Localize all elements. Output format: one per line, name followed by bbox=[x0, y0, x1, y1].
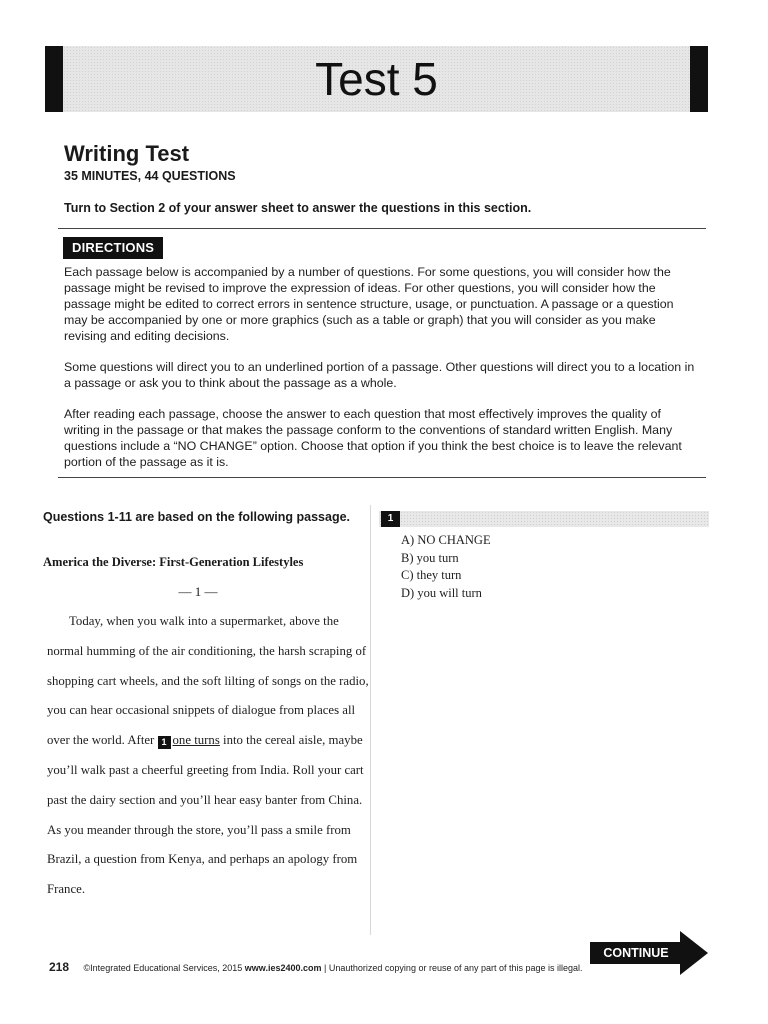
question-marker: 1 bbox=[158, 736, 171, 749]
directions-text bbox=[64, 264, 699, 485]
website: www.ies2400.com bbox=[244, 963, 322, 973]
passage-line: France. bbox=[47, 882, 86, 897]
question-number: 1 bbox=[381, 511, 400, 527]
passage-line: Brazil, a question from Kenya, and perhaps an apology from bbox=[47, 852, 358, 867]
copyright: ©Integrated Educational Services, 2015 bbox=[83, 963, 243, 973]
directions-paragraph-1: Each passage below is accompanied by a number of questions. For some questions, you will consider how the passage might be revised to improve the expression of ideas. For other questions, you will consider how the passage might be edited to correct errors in sentence structure, usage, or punctuation. A passage or a question may be accompanied by one or more graphics (such as a table or graph) that you will consider as you make revising and editing decisions. bbox=[64, 265, 674, 343]
directions-paragraph-2: Some questions will direct you to an underlined portion of a passage. Other questions will direct you to a location in a passage or ask you to think about the passage as a whole. bbox=[64, 360, 695, 390]
page-footer bbox=[49, 960, 583, 974]
answer-option-d[interactable]: D) you will turn bbox=[401, 585, 482, 600]
test-title: Test 5 bbox=[315, 53, 438, 105]
answer-option-a[interactable]: A) NO CHANGE bbox=[401, 533, 491, 547]
passage-line bbox=[47, 726, 363, 756]
passage-line: past the dairy section and you’ll hear easy banter from China. bbox=[47, 792, 363, 807]
column-divider bbox=[370, 505, 371, 935]
divider-top bbox=[58, 228, 706, 229]
section-title: Writing Test bbox=[64, 141, 190, 166]
copyright-notice: Unauthorized copying or reuse of any part of this page is illegal. bbox=[328, 963, 583, 973]
answer-option-c[interactable]: C) they turn bbox=[401, 568, 462, 582]
passage-body bbox=[47, 607, 369, 905]
footer-separator: | bbox=[324, 963, 327, 973]
passage-line: you can hear occasional snippets of dialogue from places all bbox=[47, 703, 356, 718]
directions-label: DIRECTIONS bbox=[63, 237, 163, 259]
passage-line: shopping cart wheels, and the soft lilting of songs on the radio, bbox=[47, 673, 369, 688]
passage-line: Today, when you walk into a supermarket, above the bbox=[69, 614, 339, 628]
underlined-portion: one turns bbox=[172, 733, 220, 748]
passage-line: normal humming of the air conditioning, the harsh scraping of bbox=[47, 643, 367, 658]
divider-bottom bbox=[58, 477, 706, 478]
section-subtitle: 35 MINUTES, 44 QUESTIONS bbox=[64, 169, 236, 183]
question-header-strip bbox=[379, 511, 709, 527]
passage-intro: Questions 1-11 are based on the following passage. bbox=[43, 510, 351, 524]
passage-part-number: — 1 — bbox=[178, 584, 218, 599]
passage-title: America the Diverse: First-Generation Lifestyles bbox=[43, 555, 304, 569]
continue-arrow-icon bbox=[680, 931, 708, 975]
page-number: 218 bbox=[49, 960, 70, 974]
answer-options bbox=[401, 532, 491, 602]
passage-line: you’ll walk past a cheerful greeting from India. Roll your cart bbox=[47, 762, 364, 777]
passage-line: As you meander through the store, you’ll pass a smile from bbox=[47, 822, 351, 837]
passage-text: into the cereal aisle, maybe bbox=[219, 733, 363, 748]
section-instruction: Turn to Section 2 of your answer sheet to answer the questions in this section. bbox=[64, 201, 532, 215]
passage-text: over the world. After bbox=[47, 733, 158, 748]
answer-option-b[interactable]: B) you turn bbox=[401, 550, 459, 565]
directions-paragraph-3: After reading each passage, choose the answer to each question that most effectively improves the quality of writing in the passage or that makes the passage conform to the conventions of standard written English. Many questions include a “NO CHANGE” option. Choose that option if you think the best choice is to leave the relevant portion of the passage as it is. bbox=[64, 407, 682, 469]
continue-button: CONTINUE bbox=[590, 942, 682, 964]
